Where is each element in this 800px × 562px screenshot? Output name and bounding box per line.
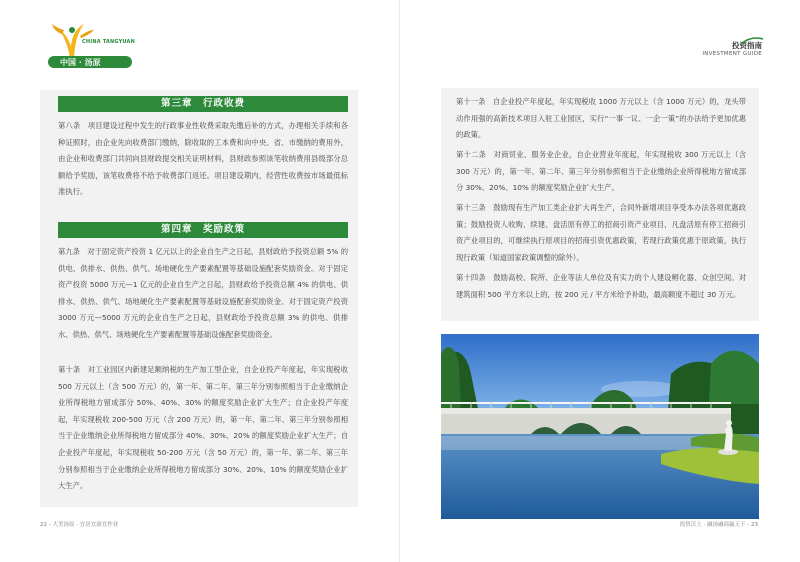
article-10-text: 第十条 对工业园区内新建足额纳税的生产加工型企业，自企业投产年度起，年实现税收 500 万元以上（含 500 万元）的，第一年、第二年、第三年分别参照相当于企业缴纳企业所得税地方留成部分 50%、40%、30% 的额度奖励企业扩大生产；自企业投产年度起，年实现税收 200-500 万元（含 200 万元）的，第一年、第二年、第三年分别参照相当于企业缴纳企业所得税地方留成部分 40%、30%、20% 的额度奖励企业扩大生产；自企业投产年度起，年实现税收 50-200 万元（含 50 万元）的，第一年、第二年、第三年分别参照相当于企业缴纳企业所得税地方留成部分 30%、20%、10% 的额度奖励企业扩大生产。 (58, 365, 348, 491)
logo (40, 22, 135, 70)
chapter-3-heading: 第三章 行政收费 (58, 96, 348, 112)
article-9-text: 第九条 对于固定资产投资 1 亿元以上的企业自生产之日起，县财政给予投资总额 5% 的供电、供排水、供热、供气、场地硬化生产要素配置等基础设施配套奖励资金。对于固定资产投资 5000 万元—1 亿元的企业自生产之日起，县财政给予投资总额 4% 的供电、供排水、供热、供气、场地硬化生产要素配置等基础设施配套奖励资金。对于固定资产投资 3000 万元—5000 万元的企业自生产之日起，县财政给予投资总额 3% 的供电、供排水、供热、供气、场地硬化生产要素配置等基础设施配套奖励资金。 (58, 247, 348, 339)
investment-guide-en: INVESTMENT GUIDE (702, 51, 762, 57)
article-12-text: 第十二条 对商贸业、服务业企业，自企业营业年度起，年实现税收 300 万元以上（含 300 万元）的，第一年、第二年、第三年分别参照相当于企业缴纳企业所得税地方留成部分 30%、20%、10% 的额度奖励企业扩大生产。 (456, 150, 746, 193)
swoosh-icon (740, 36, 764, 46)
chapter-4-heading: 第四章 奖励政策 (58, 222, 348, 238)
investment-guide-header (692, 40, 762, 62)
left-page-footer: 22 - 大美汤原 · 宜居宜游宜作业 (40, 522, 119, 528)
logo-english-text: CHINA TANGYUAN (82, 39, 135, 45)
article-11-text: 第十一条 自企业投产年度起，年实现税收 1000 万元以上（含 1000 万元）的，龙头带动作用强的高新技术项目入驻工业园区，实行“一事一议、一企一策”的办法给予更加优惠的政策。 (456, 97, 746, 140)
article-13-text: 第十三条 鼓励现有生产加工类企业扩大再生产，合同外新增项目享受本办法各项优惠政策；鼓励投资人收购、续建、盘活原有停工的招商引资产业项目，凡盘活原有停工招商引资产业项目的，可继续执行原项目的招商引资优惠政策，若现行政策优惠于原政策，执行现行政策（知道国家政策调整的除外）。 (456, 203, 746, 262)
article-8-text: 第八条 项目建设过程中发生的行政事业性收费采取先缴后补的方式，办理相关手续和各种证照时，由企业先向收费部门缴纳，除收取的工本费和向中央、省、市缴纳的费用外，由企业和收费部门共同向县财政提交相关证明材料，县财政参照该笔收纳费用县级部分总额给予奖励，该笔收费将不给予收费部门返还。项目建设期内，经营性收费按市场最低标准执行。 (58, 121, 348, 197)
investment-guide-cn: 投资指南 (732, 41, 762, 50)
landscape-image (441, 334, 759, 519)
park-bridge-photo (441, 334, 759, 519)
right-page-footer: 投资沃土 · 融汤融商赢天下 - 23 (679, 522, 758, 528)
article-14-text: 第十四条 鼓励高校、院所、企业等法人单位及有实力的个人建设孵化器、众创空间。对建筑面积 500 平方米以上的，按 200 元 / 平方米给予补助，最高额度不超过 30 万元。 (456, 273, 746, 299)
logo-chinese-text: 中国 · 汤原 (60, 58, 101, 67)
